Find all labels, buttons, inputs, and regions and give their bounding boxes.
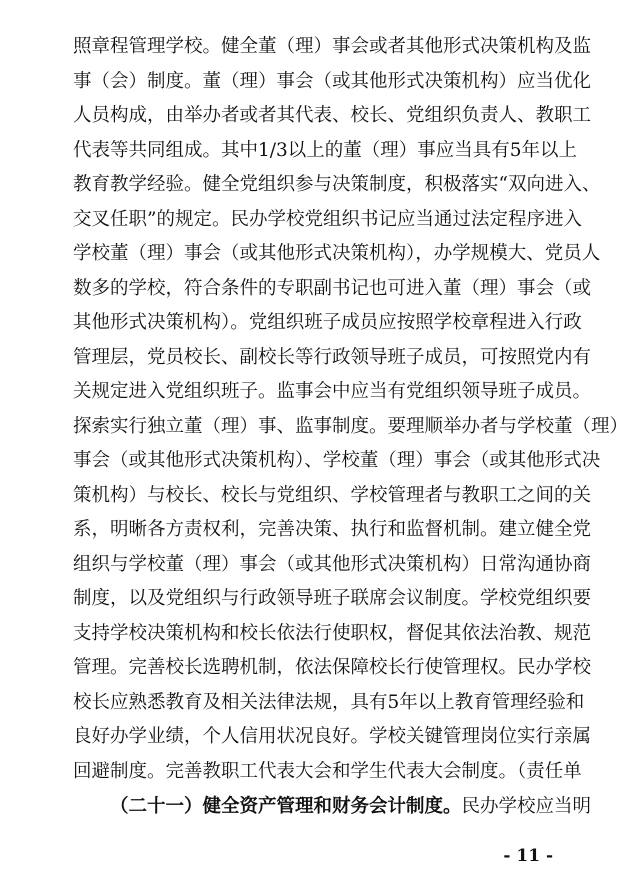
- body-line-1: 照章程管理学校。健全董（理）事会或者其他形式决策机构及监: [73, 36, 592, 57]
- body-line-18: 支持学校决策机构和校长依法行使职权，督促其依法治教、规范: [73, 622, 592, 644]
- body-line-12: 探索实行独立董（理）事、监事制度。要理顺举办者与学校董（理）: [73, 415, 628, 437]
- body-line-20: 校长应熟悉教育及相关法律法规，具有5年以上教育管理经验和: [73, 691, 585, 713]
- body-line-17: 制度，以及党组织与行政领导班子联席会议制度。学校党组织要: [73, 588, 592, 609]
- body-line-7: 学校董（理）事会（或其他形式决策机构），办学规模大、党员人: [73, 243, 601, 264]
- section-heading-line: [110, 790, 592, 823]
- body-line-15: 系，明晰各方责权利，完善决策、执行和监督机制。建立健全党: [73, 519, 592, 540]
- section-heading: （二十一）健全资产管理和财务会计制度。: [110, 796, 462, 817]
- body-line-16: 组织与学校董（理）事会（或其他形式决策机构）日常沟通协商: [73, 553, 592, 575]
- body-line-13: 事会（或其他形式决策机构）、学校董（理）事会（或其他形式决: [73, 450, 601, 471]
- body-line-8: 数多的学校，符合条件的专职副书记也可进入董（理）事会（或: [73, 277, 592, 299]
- body-line-9: 其他形式决策机构）。党组织班子成员应按照学校章程进入行政: [73, 312, 582, 333]
- page-number: - 11 -: [503, 846, 553, 866]
- body-line-21: 良好办学业绩，个人信用状况良好。学校关键管理岗位实行亲属: [73, 726, 592, 747]
- body-line-2: 事（会）制度。董（理）事会（或其他形式决策机构）应当优化: [73, 70, 592, 92]
- body-line-14: 策机构）与校长、校长与党组织、学校管理者与教职工之间的关: [73, 484, 592, 506]
- body-line-22: 回避制度。完善教职工代表大会和学生代表大会制度。（责任单: [73, 760, 582, 782]
- body-line-11: 关规定进入党组织班子。监事会中应当有党组织领导班子成员。: [73, 381, 592, 402]
- body-line-4: 代表等共同组成。其中1/3以上的董（理）事应当具有5年以上: [73, 139, 578, 161]
- body-line-6: 交叉任职”的规定。民办学校党组织书记应当通过法定程序进入: [73, 208, 582, 230]
- body-line-3: 人员构成，由举办者或者其代表、校长、党组织负责人、教职工: [73, 105, 592, 126]
- body-line-10: 管理层，党员校长、副校长等行政领导班子成员，可按照党内有: [73, 346, 592, 368]
- body-line-5: 教育教学经验。健全党组织参与决策制度，积极落实“双向进入、: [73, 174, 601, 195]
- section-heading-text: 民办学校应当明: [461, 796, 592, 817]
- body-line-19: 管理。完善校长选聘机制，依法保障校长行使管理权。民办学校: [73, 657, 592, 678]
